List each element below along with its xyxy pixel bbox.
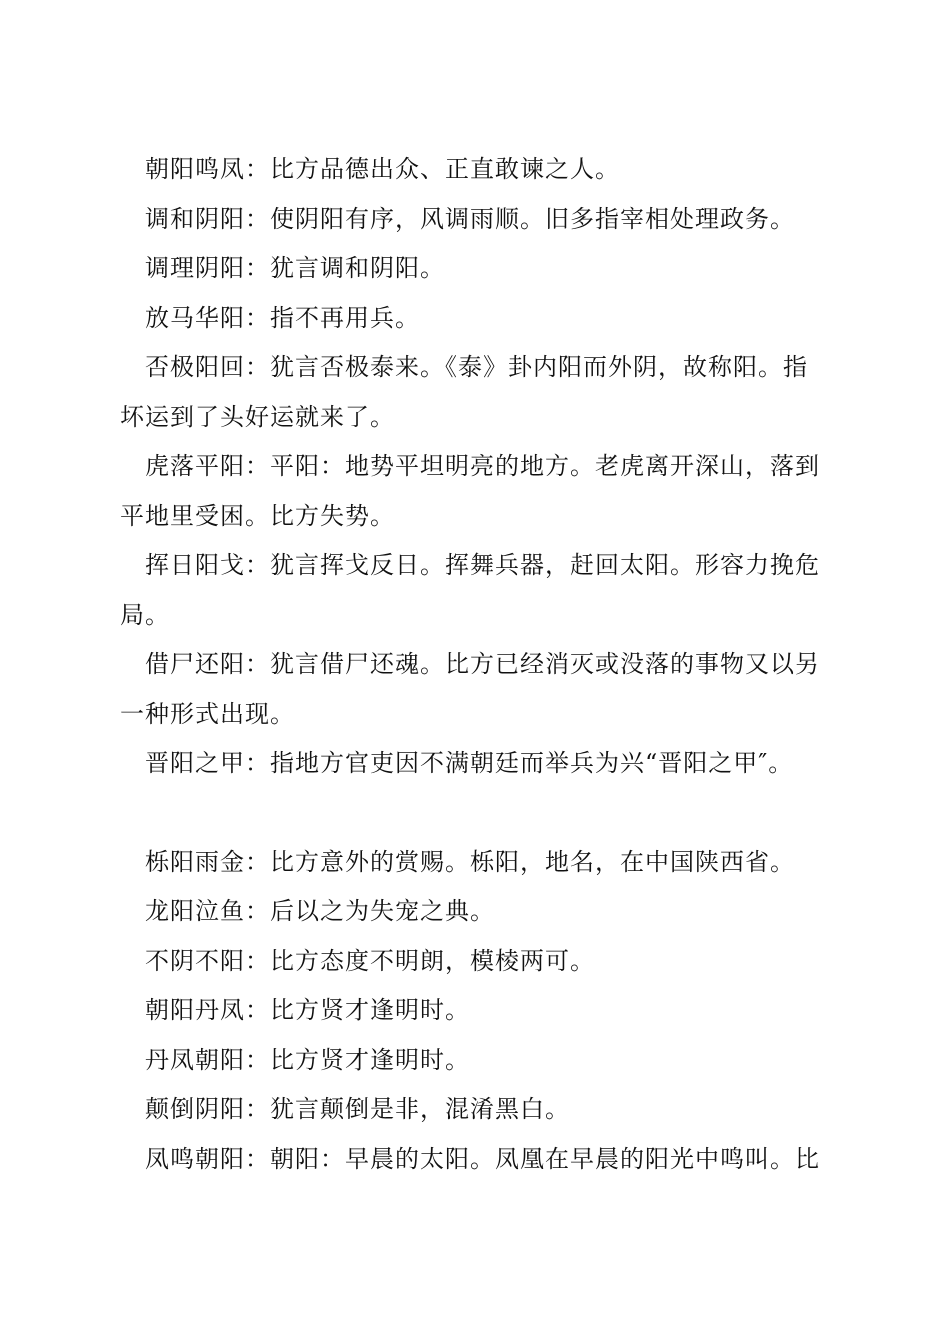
paragraph: 虎落平阳：平阳：地势平坦明亮的地方。老虎离开深山，落到平地里受困。比方失势。 xyxy=(120,452,820,530)
paragraph: 调理阴阳：犹言调和阴阳。 xyxy=(145,254,445,282)
paragraph: 龙阳泣鱼：后以之为失宠之典。 xyxy=(145,897,495,925)
paragraph: 挥日阳戈：犹言挥戈反日。挥舞兵器，赶回太阳。形容力挽危局。 xyxy=(120,551,820,629)
paragraph: 放马华阳：指不再用兵。 xyxy=(145,303,420,332)
paragraph: 朝阳丹凤：比方贤才逢明时。 xyxy=(145,996,470,1024)
paragraph: 调和阴阳：使阴阳有序，风调雨顺。旧多指宰相处理政务。 xyxy=(145,204,795,233)
paragraph: 否极阳回：犹言否极泰来。《泰》卦内阳而外阴，故称阳。指坏运到了头好运就来了。 xyxy=(120,353,808,431)
paragraph: 栎阳雨金：比方意外的赏赐。栎阳，地名，在中国陕西省。 xyxy=(145,847,795,876)
document-page xyxy=(120,145,832,1184)
paragraph: 凤鸣朝阳：朝阳：早晨的太阳。凤凰在早晨的阳光中鸣叫。比 xyxy=(145,1144,820,1173)
paragraph: 借尸还阳：犹言借尸还魂。比方已经消灭或没落的事物又以另一种形式出现。 xyxy=(120,650,820,728)
paragraph: 丹凤朝阳：比方贤才逢明时。 xyxy=(145,1045,470,1074)
paragraph: 朝阳鸣凤：比方品德出众、正直敢谏之人。 xyxy=(145,155,620,183)
paragraph: 不阴不阳：比方态度不明朗，模棱两可。 xyxy=(145,946,595,975)
paragraph: 颠倒阴阳：犹言颠倒是非，混淆黑白。 xyxy=(145,1095,570,1123)
blank-line xyxy=(120,789,832,838)
paragraph: 晋阳之甲：指地方官吏因不满朝廷而举兵为兴“晋阳之甲″。 xyxy=(145,749,794,777)
